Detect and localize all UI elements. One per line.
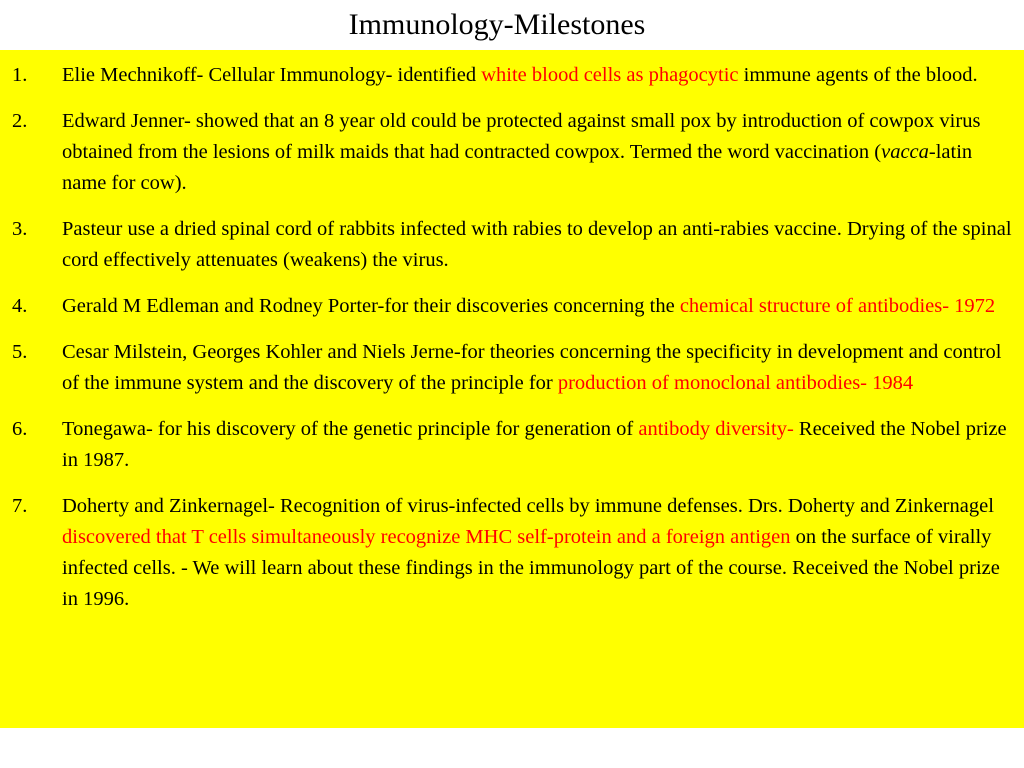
- item-text: Tonegawa- for his discovery of the genetic principle for generation of: [62, 418, 639, 440]
- slide-title: Immunology-Milestones: [318, 0, 676, 50]
- milestones-panel: [0, 50, 1024, 728]
- item-text: Doherty and Zinkernagel- Recognition of virus-infected cells by immune defenses. Drs. Doherty and Zinkernagel: [62, 495, 994, 517]
- item-number: 1.: [12, 64, 28, 86]
- milestone-item: [0, 414, 1016, 476]
- item-text: Cesar Milstein, Georges Kohler and Niels Jerne-for theories concerning the specificity in development and control of the immune system and the discovery of the principle for: [62, 341, 1002, 394]
- item-text: Pasteur use a dried spinal cord of rabbits infected with rabies to develop an anti-rabies vaccine. Drying of the spinal cord effectively attenuates (weakens) the virus.: [62, 218, 1012, 271]
- item-number: 2.: [12, 110, 28, 132]
- item-text: Edward Jenner- showed that an 8 year old could be protected against small pox by introduction of cowpox virus obtained from the lesions of milk maids that had contracted cowpox. Termed the word vaccination (: [62, 110, 981, 163]
- item-text: Gerald M Edleman and Rodney Porter-for their discoveries concerning the: [62, 295, 680, 317]
- item-italic-term: vacca: [881, 141, 929, 163]
- item-number: 4.: [12, 295, 28, 317]
- item-highlight: chemical structure of antibodies- 1972: [679, 295, 996, 317]
- item-highlight: discovered that T cells simultaneously recognize MHC self-protein and a foreign antigen: [62, 526, 791, 548]
- item-number: 3.: [12, 218, 28, 240]
- milestone-item: [0, 60, 1016, 91]
- item-highlight: white blood cells as phagocytic: [481, 64, 739, 86]
- item-text: on the surface of virally infected cells. - We will learn about these findings in the immunology part of the course. Received the Nobel prize in 1996.: [62, 526, 1000, 610]
- item-highlight: production of monoclonal antibodies- 1984: [557, 372, 914, 394]
- item-text: Elie Mechnikoff- Cellular Immunology- identified: [62, 64, 482, 86]
- milestones-list: [0, 50, 1024, 615]
- milestone-item: [0, 106, 1016, 199]
- milestone-item: [0, 291, 1016, 322]
- item-highlight: antibody diversity-: [638, 418, 794, 440]
- milestone-item: [0, 337, 1016, 399]
- item-text: -latin name for cow).: [62, 141, 973, 194]
- item-number: 6.: [12, 418, 28, 440]
- item-number: 5.: [12, 341, 28, 363]
- milestone-item: [0, 491, 1016, 615]
- item-text: immune agents of the blood.: [738, 64, 978, 86]
- item-number: 7.: [12, 495, 28, 517]
- milestone-item: [0, 214, 1016, 276]
- item-text: Received the Nobel prize in 1987.: [62, 418, 1007, 471]
